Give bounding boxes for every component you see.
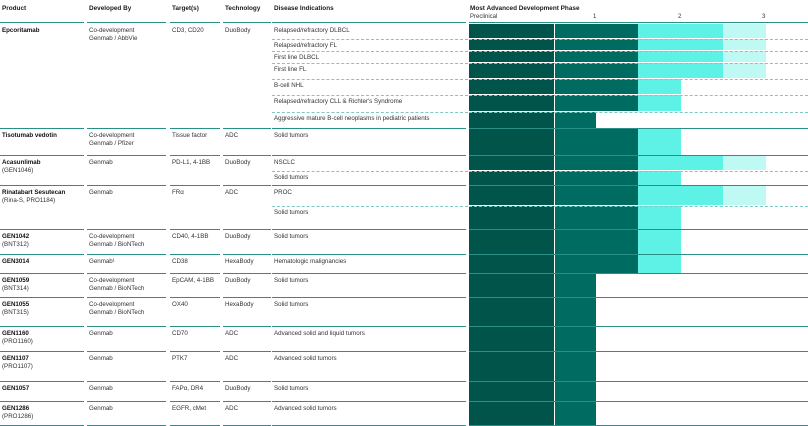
row-divider xyxy=(272,351,466,352)
bar-phase1 xyxy=(555,95,638,111)
product-name: GEN1057 xyxy=(2,385,30,392)
developer-line: Genmab xyxy=(89,355,113,362)
bar-preclinical xyxy=(469,79,554,94)
indication-text: Solid tumors xyxy=(274,174,309,181)
header-divider xyxy=(223,22,271,23)
bar-preclinical xyxy=(469,112,554,128)
bar-preclinical xyxy=(469,51,554,62)
header-product: Product xyxy=(2,5,27,12)
row-divider xyxy=(170,155,220,156)
developer-partner: Genmab / BioNTech xyxy=(89,309,145,316)
indication-text: Solid tumors xyxy=(274,233,309,240)
bar-phase1 xyxy=(555,63,638,78)
header-technology: Technology xyxy=(225,5,261,12)
indication-text: Advanced solid and liquid tumors xyxy=(274,330,365,337)
header-disease: Disease Indications xyxy=(274,5,334,12)
row-divider xyxy=(170,401,220,402)
bar-phase2 xyxy=(638,156,723,170)
bar-phase1 xyxy=(555,327,596,351)
target-text: Tissue factor xyxy=(172,132,208,139)
technology-text: DuoBody xyxy=(225,233,251,240)
indication-divider xyxy=(272,112,468,113)
technology-text: HexaBody xyxy=(225,301,254,308)
bar-phase3 xyxy=(723,186,766,205)
bar-preclinical xyxy=(469,402,554,425)
bar-preclinical xyxy=(469,39,554,50)
row-divider xyxy=(272,128,466,129)
row-divider xyxy=(170,229,220,230)
developer-line: Co-development xyxy=(89,277,135,284)
product-code: (BNT312) xyxy=(2,241,29,248)
bar-preclinical xyxy=(469,352,554,381)
product-name: GEN3014 xyxy=(2,258,30,265)
row-divider xyxy=(223,155,271,156)
header-divider xyxy=(87,22,166,23)
row-divider xyxy=(272,229,466,230)
phase-divider xyxy=(469,171,808,172)
row-divider xyxy=(87,381,166,382)
product-code: (Rina-S, PRO1184) xyxy=(2,197,56,204)
technology-text: ADC xyxy=(225,189,239,196)
row-divider xyxy=(0,297,84,298)
product-name: Acasunlimab xyxy=(2,159,41,166)
developer-line: Genmab xyxy=(89,189,113,196)
phase-divider xyxy=(469,79,808,80)
row-divider xyxy=(223,401,271,402)
indication-text: Hematologic malignancies xyxy=(274,258,347,265)
indication-text: Solid tumors xyxy=(274,301,309,308)
indication-text: First line DLBCL xyxy=(274,54,320,61)
row-divider xyxy=(170,273,220,274)
target-text: PTK7 xyxy=(172,355,188,362)
row-divider xyxy=(223,254,271,255)
row-divider xyxy=(223,273,271,274)
target-text: EGFR, cMet xyxy=(172,405,207,412)
indication-text: Solid tumors xyxy=(274,385,309,392)
bar-phase1 xyxy=(555,24,638,38)
row-divider xyxy=(272,401,466,402)
developer-line: Genmab¹ xyxy=(89,258,115,265)
bar-phase1 xyxy=(555,171,638,185)
developer-line: Genmab xyxy=(89,330,113,337)
product-code: (GEN1046) xyxy=(2,167,34,174)
bar-phase1 xyxy=(555,402,596,425)
bar-phase2 xyxy=(638,186,723,205)
target-text: FRα xyxy=(172,189,184,196)
developer-line: Co-development xyxy=(89,27,135,34)
indication-text: Relapsed/refractory DLBCL xyxy=(274,27,350,34)
bar-phase3 xyxy=(723,39,766,50)
indication-text: PROC xyxy=(274,189,292,196)
row-divider xyxy=(170,185,220,186)
technology-text: ADC xyxy=(225,405,239,412)
bar-phase2 xyxy=(638,129,681,155)
product-name: Tisotumab vedotin xyxy=(2,132,57,139)
developer-line: Co-development xyxy=(89,301,135,308)
bar-phase1 xyxy=(555,255,638,273)
row-divider xyxy=(170,381,220,382)
phase-divider xyxy=(469,63,808,64)
bar-phase2 xyxy=(638,51,723,62)
header-divider xyxy=(469,22,808,23)
header-targets: Target(s) xyxy=(172,5,199,12)
header-phase: Most Advanced Development Phase xyxy=(470,5,580,12)
developer-line: Co-development xyxy=(89,233,135,240)
indication-text: Relapsed/refractory CLL & Richter's Syndrome xyxy=(274,98,403,105)
phase-divider xyxy=(469,51,808,52)
bar-preclinical xyxy=(469,382,554,401)
row-divider xyxy=(0,401,84,402)
target-text: CD38 xyxy=(172,258,188,265)
row-divider xyxy=(223,297,271,298)
product-name: Rinatabart Sesutecan xyxy=(2,189,66,196)
developer-line: Genmab xyxy=(89,405,113,412)
row-divider xyxy=(223,185,271,186)
row-divider xyxy=(272,297,466,298)
row-divider xyxy=(0,326,84,327)
indication-divider xyxy=(272,51,468,52)
bar-preclinical xyxy=(469,255,554,273)
row-divider xyxy=(0,273,84,274)
row-divider xyxy=(223,326,271,327)
bar-phase2 xyxy=(638,95,681,111)
bar-phase1 xyxy=(555,39,638,50)
product-code: (PRO1286) xyxy=(2,413,34,420)
bar-phase2 xyxy=(638,255,681,273)
bar-phase1 xyxy=(555,112,596,128)
header-divider xyxy=(272,22,466,23)
indication-text: Advanced solid tumors xyxy=(274,405,337,412)
bar-phase3 xyxy=(723,156,766,170)
row-divider xyxy=(0,229,84,230)
target-text: CD3, CD20 xyxy=(172,27,204,34)
bar-preclinical xyxy=(469,298,554,326)
row-divider xyxy=(223,381,271,382)
phase-divider xyxy=(469,112,808,113)
phase-divider xyxy=(469,39,808,40)
indication-text: Aggressive mature B-cell neoplasms in pediatric patients xyxy=(274,115,430,122)
indication-text: Advanced solid tumors xyxy=(274,355,337,362)
row-divider xyxy=(170,326,220,327)
row-divider xyxy=(170,351,220,352)
bar-phase2 xyxy=(638,79,681,94)
row-divider xyxy=(0,254,84,255)
bar-phase1 xyxy=(555,129,638,155)
row-divider xyxy=(87,326,166,327)
row-divider xyxy=(87,128,166,129)
row-divider xyxy=(0,128,84,129)
phase-label-2: 2 xyxy=(678,14,682,20)
target-text: PD-L1, 4-1BB xyxy=(172,159,211,166)
target-text: FAPα, DR4 xyxy=(172,385,204,392)
product-code: (BNT314) xyxy=(2,285,29,292)
phase-divider xyxy=(469,206,808,207)
indication-divider xyxy=(272,79,468,80)
developer-line: Co-development xyxy=(89,132,135,139)
row-divider xyxy=(170,297,220,298)
bar-phase3 xyxy=(723,63,766,78)
product-code: (PRO1107) xyxy=(2,363,33,370)
bar-preclinical xyxy=(469,206,554,229)
developer-partner: Genmab / AbbVie xyxy=(89,35,138,42)
bar-phase1 xyxy=(555,51,638,62)
developer-partner: Genmab / Pfizer xyxy=(89,140,134,147)
row-divider xyxy=(272,381,466,382)
indication-text: B-cell NHL xyxy=(274,82,304,89)
target-text: EpCAM, 4-1BB xyxy=(172,277,214,284)
row-divider xyxy=(0,351,84,352)
bar-preclinical xyxy=(469,230,554,254)
bar-phase1 xyxy=(555,382,596,401)
target-text: CD70 xyxy=(172,330,188,337)
row-divider xyxy=(0,185,84,186)
row-divider xyxy=(87,254,166,255)
bar-phase1 xyxy=(555,206,638,229)
row-divider xyxy=(272,254,466,255)
bar-preclinical xyxy=(469,327,554,351)
row-divider xyxy=(0,155,84,156)
indication-divider xyxy=(272,206,468,207)
product-name: GEN1059 xyxy=(2,277,30,284)
product-name: GEN1160 xyxy=(2,330,29,337)
technology-text: DuoBody xyxy=(225,385,251,392)
bar-phase2 xyxy=(638,63,723,78)
row-divider xyxy=(223,229,271,230)
bar-phase3 xyxy=(723,51,766,62)
target-text: OX40 xyxy=(172,301,188,308)
bar-preclinical xyxy=(469,171,554,185)
bar-phase2 xyxy=(638,39,723,50)
indication-text: Solid tumors xyxy=(274,132,309,139)
product-name: GEN1055 xyxy=(2,301,30,308)
indication-text: First line FL xyxy=(274,66,307,73)
row-divider xyxy=(170,254,220,255)
bar-preclinical xyxy=(469,24,554,38)
indication-divider xyxy=(272,63,468,64)
technology-text: DuoBody xyxy=(225,277,251,284)
developer-line: Genmab xyxy=(89,385,113,392)
bar-preclinical xyxy=(469,274,554,297)
bar-phase2 xyxy=(638,230,681,254)
row-divider xyxy=(223,128,271,129)
bar-phase1 xyxy=(555,274,596,297)
row-divider xyxy=(170,128,220,129)
indication-text: NSCLC xyxy=(274,159,295,166)
target-text: CD40, 4-1BB xyxy=(172,233,209,240)
phase-label-1: 1 xyxy=(593,14,597,20)
bar-phase1 xyxy=(555,156,638,170)
row-divider xyxy=(0,381,84,382)
header-divider xyxy=(170,22,220,23)
product-name: GEN1042 xyxy=(2,233,30,240)
indication-divider xyxy=(272,171,468,172)
row-divider xyxy=(87,155,166,156)
product-name: GEN1107 xyxy=(2,355,29,362)
indication-text: Relapsed/refractory FL xyxy=(274,42,337,49)
technology-text: ADC xyxy=(225,330,239,337)
phase-label-preclinical: Preclinical xyxy=(470,14,498,20)
row-divider xyxy=(272,185,466,186)
bar-phase3 xyxy=(723,24,766,38)
bar-phase1 xyxy=(555,352,596,381)
product-code: (BNT315) xyxy=(2,309,29,316)
technology-text: DuoBody xyxy=(225,27,251,34)
developer-partner: Genmab / BioNTech xyxy=(89,285,145,292)
row-divider xyxy=(272,326,466,327)
technology-text: ADC xyxy=(225,355,239,362)
row-divider xyxy=(223,351,271,352)
bar-phase1 xyxy=(555,298,596,326)
technology-text: ADC xyxy=(225,132,239,139)
bar-preclinical xyxy=(469,129,554,155)
bar-phase1 xyxy=(555,230,638,254)
row-divider xyxy=(87,351,166,352)
row-divider xyxy=(87,229,166,230)
row-divider xyxy=(272,155,466,156)
indication-text: Solid tumors xyxy=(274,209,309,216)
bar-phase1 xyxy=(555,79,638,94)
phase-divider xyxy=(469,95,808,96)
bar-preclinical xyxy=(469,156,554,170)
bar-phase2 xyxy=(638,206,681,229)
indication-text: Solid tumors xyxy=(274,277,309,284)
bar-preclinical xyxy=(469,186,554,205)
indication-divider xyxy=(272,95,468,96)
bar-phase2 xyxy=(638,171,681,185)
indication-divider xyxy=(272,39,468,40)
bar-preclinical xyxy=(469,95,554,111)
bar-preclinical xyxy=(469,63,554,78)
row-divider xyxy=(272,273,466,274)
developer-partner: Genmab / BioNTech xyxy=(89,241,145,248)
row-divider xyxy=(87,273,166,274)
bar-phase2 xyxy=(638,24,723,38)
row-divider xyxy=(87,401,166,402)
phase-label-3: 3 xyxy=(762,14,766,20)
technology-text: HexaBody xyxy=(225,258,254,265)
header-developed-by: Developed By xyxy=(89,5,132,12)
row-divider xyxy=(87,297,166,298)
row-divider xyxy=(87,185,166,186)
header-divider xyxy=(0,22,84,23)
product-name: GEN1286 xyxy=(2,405,30,412)
developer-line: Genmab xyxy=(89,159,113,166)
product-code: (PRO1160) xyxy=(2,338,33,345)
technology-text: DuoBody xyxy=(225,159,251,166)
bar-phase1 xyxy=(555,186,638,205)
product-name: Epcoritamab xyxy=(2,27,40,34)
